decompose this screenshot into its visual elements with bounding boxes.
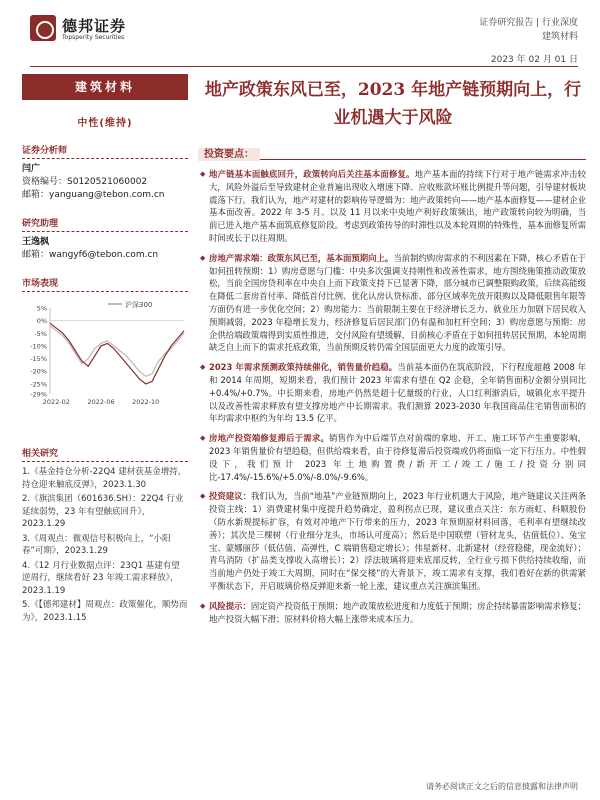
- y-tick-label: 0%: [36, 317, 47, 326]
- series-line: [50, 326, 184, 377]
- investment-point: [200, 600, 586, 626]
- related-report-item[interactable]: 1.《基金持仓分析-22Q4 建材获基金增持，持仓迎来触底反弹》，2023.1.30: [22, 467, 187, 490]
- logo-icon: [30, 15, 56, 41]
- investment-heading: 投资要点：: [198, 148, 260, 161]
- market-heading: 市场表现: [22, 276, 188, 292]
- x-tick-label: 2022-10: [132, 398, 160, 406]
- disclaimer-footer: 请务必阅读正文之后的信息披露和法律声明: [426, 782, 578, 791]
- header-meta: [479, 16, 578, 44]
- report-sector: 建筑材料: [541, 32, 578, 42]
- investment-point: [200, 252, 586, 354]
- point-lead: 投资建议：: [209, 491, 251, 502]
- investment-heading-bar: [198, 142, 586, 160]
- company-logo: [30, 15, 180, 45]
- rating: 中性(维持): [77, 118, 133, 129]
- investment-point: [200, 490, 586, 592]
- related-report-item[interactable]: 3.《周观点：微观信号积极向上，“小阳春”可期》，2023.1.29: [22, 533, 171, 556]
- point-lead: 房地产需求端：政策东风已至，基本面预期向上。: [209, 252, 394, 263]
- x-tick-label: 2022-02: [42, 398, 70, 406]
- report-title: 地产政策东风已至，2023 年地产链预期向上，行业机遇大于风险: [204, 80, 582, 128]
- point-lead: 2023 年需求预测政策持续催化，销售量价趋稳。: [209, 362, 398, 373]
- report-date: 2023 年 02 月 01 日: [490, 55, 578, 65]
- y-tick-label: -20%: [30, 367, 47, 376]
- point-text: 当前基本面仍在筑底阶段，下行程度超越 2008 年和 2014 年周期，短期来看，我们预计 2023 年需求有望在 Q2 企稳，全年销售面积/金额分别同比+0.4%/+0.7%。中长期来看，房地产仍然是超十亿量级的行业，人口红利渐消后，城镇化水平提升以及改善性需求释放有望支撑房地产中长期需求。我们测算 2023-2030 年我国商品住宅销售面积的年均需求中枢约为年均 13.5 亿平。: [209, 362, 586, 424]
- analyst-email[interactable]: 邮箱：yanguang@tebon.com.cn: [22, 190, 165, 200]
- series-line: [50, 323, 184, 384]
- point-text: 固定资产投资低于预期；地产政策放松进度和力度低于预期；房企持续暴雷影响需求修复；地产投资大幅下滑；原材料价格大幅上涨带来成本压力。: [209, 600, 586, 624]
- point-text: 当前制约购房需求的不利因素在下降，核心矛盾在于如何扭转预期：1）购房意愿与门槛：中央多次强调支持刚性和改善性需求，地方围绕施策推动政策放松，当前全国房贷利率在中央自上而下政策支持下已显著下降，部分城市已调整限购政策，后续高能级在降低二套房首付率、降低首付比例、优化认房认贷标准、部分区域率先放开限购以及降低限售年限等方面仍有进一步优化空间；2）购房能力：当前限制主要在于经济增长乏力、就业压力加剧下居民收入预期减弱，2023 年稳增长发力，经济修复后居民部门仍有温和加杠杆空间；3）购房意愿与预期：房企供给端政策端得到实质性推进，交付风险有望缓解，目前核心矛盾在于如何扭转居民预期，本轮周期缺乏自上而下的需求托底政策，当前预期反转仍需全国层面更大力度的政策引导。: [209, 252, 586, 353]
- header-divider: [30, 66, 578, 67]
- y-tick-label: 5%: [36, 304, 47, 313]
- analyst-info: [22, 163, 188, 202]
- point-lead: 风险提示：: [209, 600, 251, 611]
- point-lead: 房地产投资端修复滞后于需求。: [209, 433, 330, 444]
- related-reports-list: [22, 466, 188, 624]
- report-type: 证券研究报告 | 行业深度: [479, 18, 578, 28]
- x-tick-label: 2022-06: [87, 398, 115, 406]
- investment-point: [200, 432, 586, 483]
- related-heading: 相关研究: [22, 446, 188, 462]
- company-name-en: Topsperity Securities: [62, 34, 125, 41]
- y-tick-label: -25%: [30, 380, 47, 389]
- y-tick-label: -10%: [30, 342, 47, 351]
- y-tick-label: -15%: [30, 355, 47, 364]
- y-tick-label: -29%: [30, 390, 47, 399]
- industry-label: 建筑材料: [22, 74, 188, 100]
- related-report-item[interactable]: 5.《【德邦建材】周观点：政策催化，顺势而为》，2023.1.15: [22, 600, 188, 623]
- market-performance-chart: [22, 296, 188, 446]
- related-report-item[interactable]: 2.《旗滨集团（601636.SH）：22Q4 行业延续弱势，23 年有望触底回升》，2023.1.29: [22, 494, 184, 529]
- y-tick-label: -5%: [34, 329, 47, 338]
- analyst-heading: 证券分析师: [22, 143, 188, 159]
- investment-points: [200, 168, 586, 632]
- investment-point: [200, 168, 586, 245]
- analyst-name: 闫广: [22, 164, 41, 174]
- legend-label: 沪深300: [125, 301, 153, 309]
- assistant-email[interactable]: 邮箱：wangyf6@tebon.com.cn: [22, 250, 159, 260]
- assistant-heading: 研究助理: [22, 216, 188, 232]
- point-text: 地产基本面的持续下行对于地产链需求冲击较大，风险外溢后至导致建材企业普遍出现收入增速下降、应收账款坏账比例提升等问题，引导建材板块震荡下行。我们认为，地产对建材的影响传导逻辑为：地产政策转向——地产基本面修复——建材企业基本面改善。2022 年 3-5 月、以及 11 月以来中央地产利好政策频出，地产政策转向较为明确，当前已进入地产基本面筑底修复阶段。考虑到政策传导的时滞性以及本轮周期的特殊性，基本面修复所需时间或长于以往周期。: [209, 169, 587, 243]
- left-sidebar: [22, 74, 188, 626]
- related-report-item[interactable]: 4.《12 月行业数据点评：23Q1 基建有望逆周行，继续看好 23 年竣工需求释放》，2023.1.19: [22, 560, 180, 596]
- assistant-name: 王逸枫: [22, 237, 50, 247]
- company-name-cn: 德邦证券: [62, 17, 127, 35]
- analyst-cert: 资格编号：S0120521060002: [22, 177, 148, 187]
- market-chart-svg: [22, 296, 188, 416]
- point-text: 销售作为中后端节点对前端的拿地、开工、施工环节产生重要影响，2023 年销售量价有望趋稳，但供给端来看，由于待修复滞后投资端或仍将面临一定下行压力。中性假设下，我们预计 2023 年土地购置费/新开工/竣工/施工/投资分别同比-17.4%/-15.6%/+5.0%/-8.0%/-9.6%。: [209, 433, 587, 482]
- assistant-info: [22, 236, 188, 262]
- investment-point: [200, 361, 586, 425]
- point-text: 我们认为，当前“地基”产业链预期向上，2023 年行业机遇大于风险，地产链建议关注两条投资主线：1）消费建材集中度提升趋势确定，盈利拐点已现，建议重点关注：东方雨虹、科顺股份（防水新规提标扩容，有效对冲地产下行带来的压力，2023 年预期原材料回落，毛利率有望继续改善）；其次是三棵树（行业细分龙头，市场认可度高）；然后是中国联塑（管材龙头，估值低位）、兔宝宝、蒙娜丽莎（低估值、高弹性，C 端销售稳定增长）；伟星新材、北新建材（经营稳健，现金流好）；青鸟消防（扩品类支撑收入高增长）；2）浮法玻璃将迎来底部反转，全行业亏损下供给持续收缩，而当前地产仍处于竣工大周期，同时在“保交楼”的大背景下，竣工需求有支撑，我们看好在新的供需紧平衡状态下，开启玻璃价格反弹迎来新一轮上涨，建议重点关注旗滨集团。: [209, 491, 587, 591]
- point-lead: 地产链基本面触底回升，政策转向后关注基本面修复。: [209, 169, 415, 179]
